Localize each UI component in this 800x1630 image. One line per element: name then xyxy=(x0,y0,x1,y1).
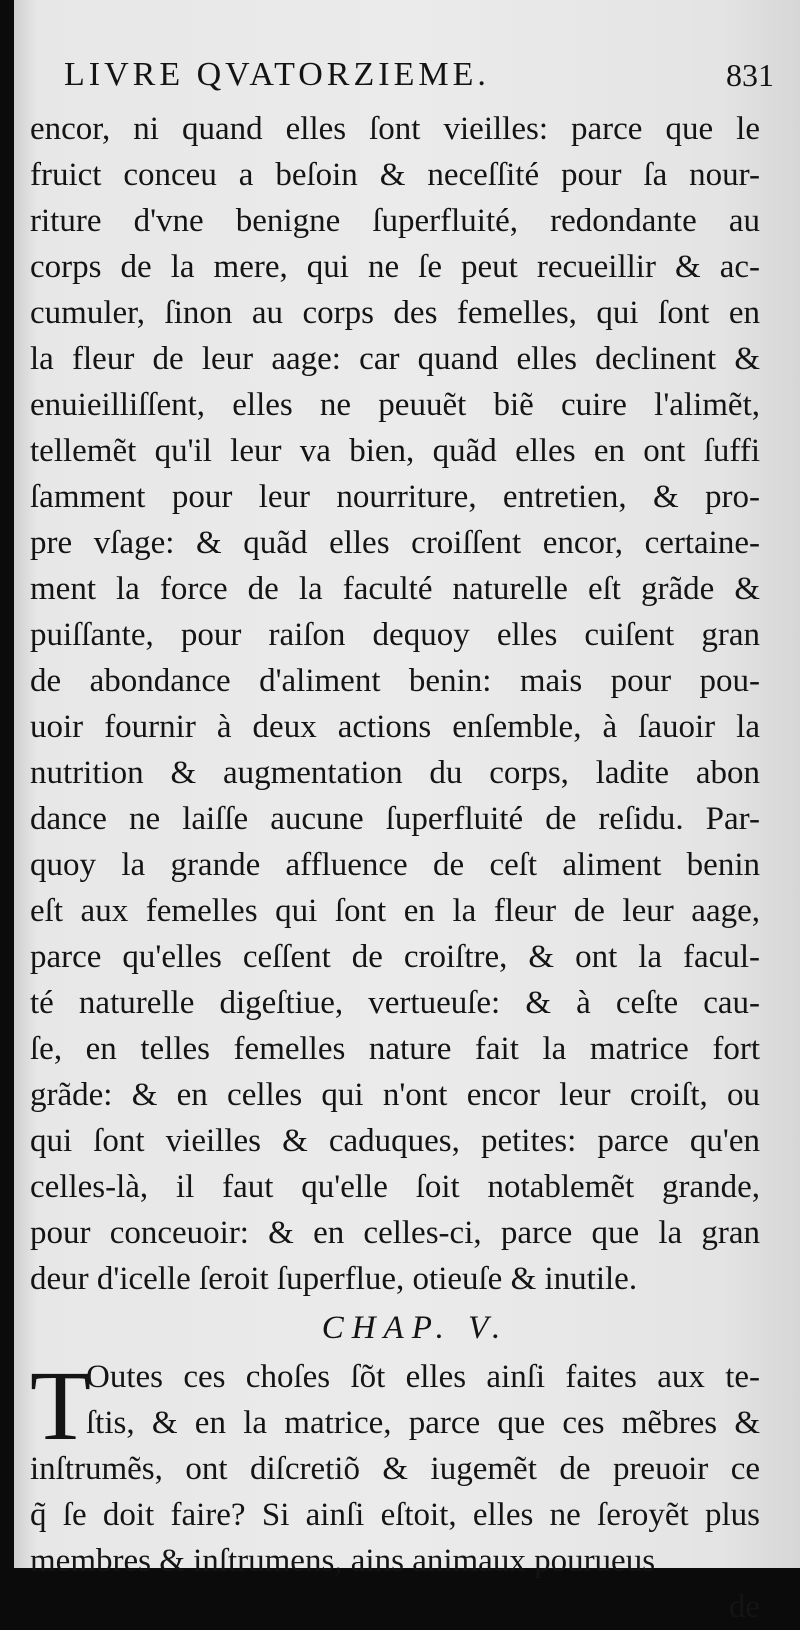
text-line: nutrition & augmentation du corps, ladite abon xyxy=(30,755,760,791)
text-line: q̃ ſe doit faire? Si ainſi eſtoit, elles ne ſeroyẽt plus xyxy=(30,1497,760,1533)
text-line: fruict conceu a beſoin & neceſſité pour ſa nour- xyxy=(30,157,760,193)
text-line: ſamment pour leur nourriture, entretien, & pro- xyxy=(30,479,760,515)
text-line: deur d'icelle ſeroit ſuperflue, otieuſe & inutile. xyxy=(30,1261,638,1297)
chapter-paragraph xyxy=(30,1350,760,1584)
catchword: de xyxy=(728,1589,760,1625)
text-line: enuieilliſſent, elles ne peuuẽt biẽ cuire l'alimẽt, xyxy=(30,387,760,423)
text-line: de abondance d'aliment benin: mais pour pou- xyxy=(30,663,760,699)
text-line: membres & inſtrumens, ains animaux pourueus xyxy=(30,1543,656,1579)
text-line: cumuler, ſinon au corps des femelles, qui ſont en xyxy=(30,295,760,331)
text-line: Outes ces choſes ſõt elles ainſi faites aux te- xyxy=(86,1359,760,1395)
text-line: parce qu'elles ceſſent de croiſtre, & ont la facul- xyxy=(30,939,760,975)
text-line: puiſſante, pour raiſon dequoy elles cuiſent gran xyxy=(30,617,760,653)
text-line: celles-là, il faut qu'elle ſoit notablemẽt grande, xyxy=(30,1169,760,1205)
paragraph-lines xyxy=(30,1350,760,1584)
text-line: encor, ni quand elles ſont vieilles: parce que le xyxy=(30,111,760,147)
text-line: grãde: & en celles qui n'ont encor leur croiſt, ou xyxy=(30,1077,760,1113)
text-line: eſt aux femelles qui ſont en la fleur de leur aage, xyxy=(30,893,760,929)
text-line: dance ne laiſſe aucune ſuperfluité de reſidu. Par- xyxy=(30,801,760,837)
book-page xyxy=(14,0,800,1625)
text-line: ſtis, & en la matrice, parce que ces mẽbres & xyxy=(86,1405,760,1441)
text-line: ſe, en telles femelles nature fait la matrice fort xyxy=(30,1031,760,1067)
text-line: quoy la grande affluence de ceſt aliment benin xyxy=(30,847,760,883)
text-line: inſtrumẽs, ont diſcretiõ & iugemẽt de preuoir ce xyxy=(30,1451,760,1487)
text-line: ment la force de la faculté naturelle eſt grãde & xyxy=(30,571,760,607)
running-title: LIVRE QVATORZIEME. xyxy=(64,56,490,93)
body-text xyxy=(30,106,760,1630)
text-line: pour conceuoir: & en celles-ci, parce que la gran xyxy=(30,1215,760,1251)
drop-cap: T xyxy=(30,1350,92,1461)
chapter-heading: CHAP. V. xyxy=(321,1310,509,1346)
text-line: uoir fournir à deux actions enſemble, à ſauoir la xyxy=(30,709,760,745)
page-header xyxy=(64,50,774,100)
text-line: riture d'vne benigne ſuperfluité, redondante au xyxy=(30,203,760,239)
text-line: tellemẽt qu'il leur va bien, quãd elles en ont ſuffi xyxy=(30,433,760,469)
text-line: la fleur de leur aage: car quand elles declinent & xyxy=(30,341,760,377)
text-line: pre vſage: & quãd elles croiſſent encor, certaine- xyxy=(30,525,760,561)
text-line: corps de la mere, qui ne ſe peut recueillir & ac- xyxy=(30,249,760,285)
paragraph-continuation xyxy=(30,106,760,1302)
text-line: té naturelle digeſtiue, vertueuſe: & à ceſte cau- xyxy=(30,985,760,1021)
page-number: 831 xyxy=(726,57,774,93)
text-line: qui ſont vieilles & caduques, petites: parce qu'en xyxy=(30,1123,760,1159)
